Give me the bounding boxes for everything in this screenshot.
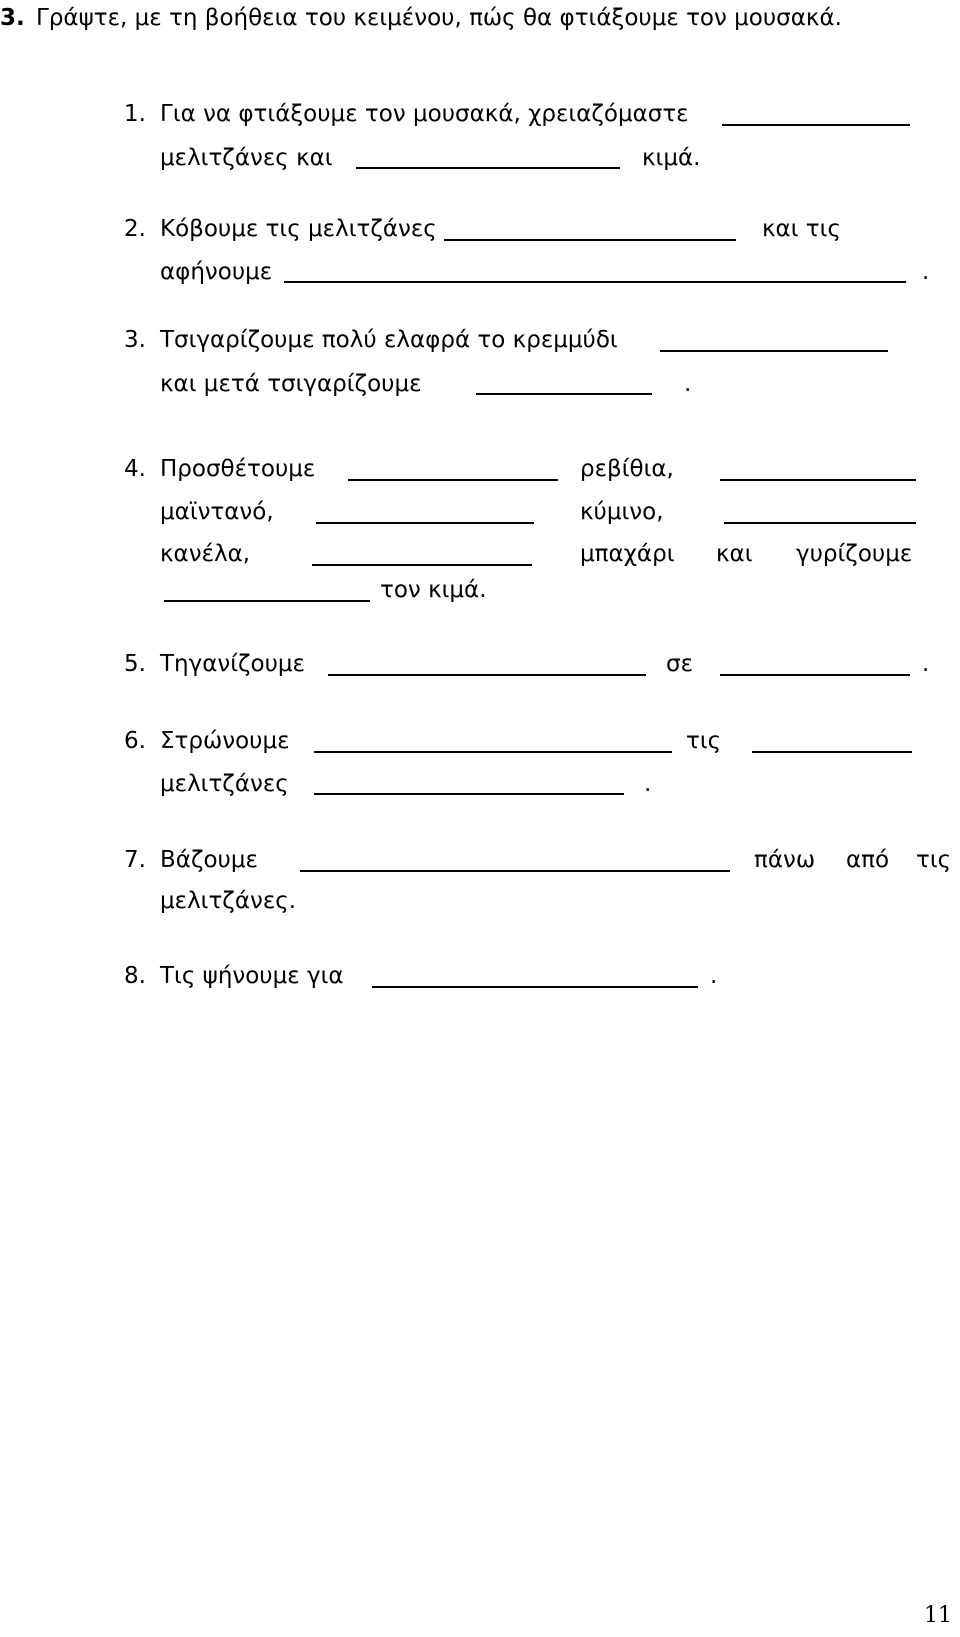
item-3-number: 3. bbox=[124, 327, 146, 353]
item-4-text: μαϊντανό, bbox=[160, 499, 274, 525]
item-7-text: από bbox=[846, 847, 890, 873]
item-6-text: τις bbox=[686, 728, 722, 754]
item-5-text: Τηγανίζουμε bbox=[160, 651, 305, 677]
item-1-text: Για να φτιάξουμε τον μουσακά, χρειαζόμαστε bbox=[160, 101, 689, 127]
item-5-text: σε bbox=[666, 651, 694, 677]
item-3-blank-2[interactable] bbox=[476, 393, 652, 395]
item-7-text: Βάζουμε bbox=[160, 847, 258, 873]
item-6-text: μελιτζάνες bbox=[160, 771, 289, 797]
page-number: 11 bbox=[924, 1603, 952, 1628]
item-6-blank-3[interactable] bbox=[314, 793, 624, 795]
item-1-number: 1. bbox=[124, 101, 146, 127]
item-4-text: κανέλα, bbox=[160, 541, 251, 567]
item-5-number: 5. bbox=[124, 651, 146, 677]
item-3-text: Τσιγαρίζουμε πολύ ελαφρά το κρεμμύδι bbox=[160, 327, 618, 353]
item-5-text: . bbox=[922, 651, 930, 677]
item-2-blank-2[interactable] bbox=[284, 281, 906, 283]
item-8-blank-1[interactable] bbox=[372, 986, 698, 988]
item-4-text: και bbox=[716, 541, 753, 567]
item-4-number: 4. bbox=[124, 456, 146, 482]
item-7-number: 7. bbox=[124, 847, 146, 873]
item-6-text: . bbox=[644, 771, 652, 797]
item-1-text: μελιτζάνες και bbox=[160, 145, 333, 171]
exercise-instruction: Γράψτε, με τη βοήθεια του κειμένου, πώς θα φτιάξουμε τον μουσακά. bbox=[36, 5, 842, 31]
item-4-blank-3[interactable] bbox=[316, 522, 534, 524]
item-4-text: τον κιμά. bbox=[380, 577, 487, 603]
item-4-text: μπαχάρι bbox=[580, 541, 675, 567]
item-4-text: Προσθέτουμε bbox=[160, 456, 316, 482]
item-4-blank-4[interactable] bbox=[724, 522, 916, 524]
item-1-blank-1[interactable] bbox=[722, 124, 910, 126]
item-4-blank-1[interactable] bbox=[348, 479, 558, 481]
item-6-blank-2[interactable] bbox=[752, 751, 912, 753]
item-2-blank-1[interactable] bbox=[444, 239, 736, 241]
item-8-text: Τις ψήνουμε για bbox=[160, 963, 344, 989]
item-8-text: . bbox=[710, 963, 718, 989]
item-3-blank-1[interactable] bbox=[660, 350, 888, 352]
item-4-text: κύμινο, bbox=[580, 499, 664, 525]
item-5-blank-1[interactable] bbox=[328, 674, 646, 676]
item-4-text: ρεβίθια, bbox=[580, 456, 674, 482]
item-2-text: Κόβουμε τις μελιτζάνες bbox=[160, 216, 437, 242]
item-2-text: αφήνουμε bbox=[160, 259, 273, 285]
item-3-text: και μετά τσιγαρίζουμε bbox=[160, 371, 422, 397]
item-8-number: 8. bbox=[124, 963, 146, 989]
item-7-text: τις bbox=[916, 847, 952, 873]
item-4-blank-5[interactable] bbox=[312, 564, 532, 566]
item-7-blank-1[interactable] bbox=[300, 870, 730, 872]
item-7-text: πάνω bbox=[754, 847, 816, 873]
item-4-blank-2[interactable] bbox=[720, 479, 916, 481]
item-6-number: 6. bbox=[124, 728, 146, 754]
item-3-text: . bbox=[684, 371, 692, 397]
item-2-text: και τις bbox=[762, 216, 841, 242]
item-4-blank-6[interactable] bbox=[164, 600, 370, 602]
item-6-blank-1[interactable] bbox=[314, 751, 672, 753]
item-1-text: κιμά. bbox=[642, 145, 701, 171]
item-2-number: 2. bbox=[124, 216, 146, 242]
item-2-text: . bbox=[922, 259, 930, 285]
item-6-text: Στρώνουμε bbox=[160, 728, 290, 754]
exercise-number: 3. bbox=[0, 5, 25, 31]
item-7-text: μελιτζάνες. bbox=[160, 888, 297, 914]
item-5-blank-2[interactable] bbox=[720, 674, 910, 676]
item-4-text: γυρίζουμε bbox=[796, 541, 913, 567]
item-1-blank-2[interactable] bbox=[356, 167, 620, 169]
